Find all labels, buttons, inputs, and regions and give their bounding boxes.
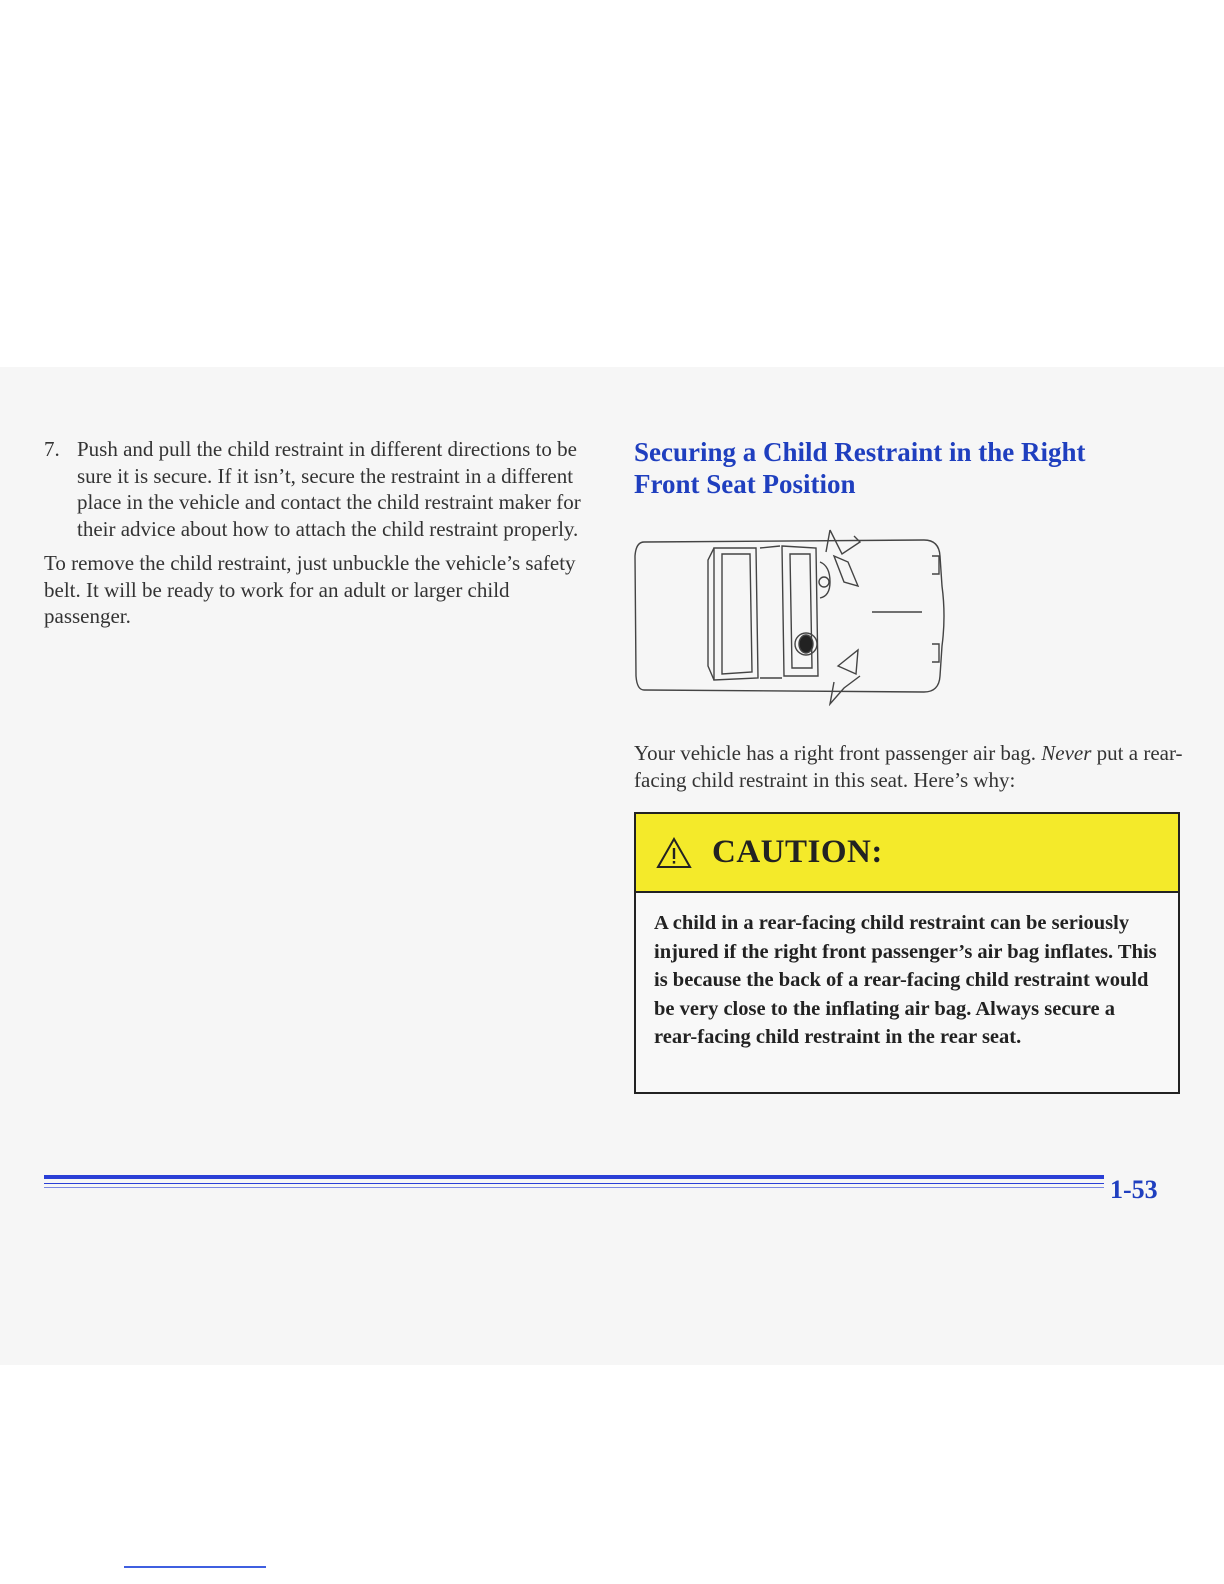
step-text: Push and pull the child restraint in different directions to be sure it is secure. If it isn’t, secure the restraint in a different place in the vehicle and contact the child restraint maker for their advice about how to attach the child restraint properly.: [77, 437, 581, 541]
step-number: 7.: [44, 437, 60, 461]
footer-rule-thin: [44, 1183, 1104, 1184]
air-bag-intro-text: [634, 740, 1194, 793]
heading-line-1: Securing a Child Restraint in the Right: [634, 437, 1086, 467]
caution-title: CAUTION:: [712, 834, 883, 870]
caution-header: [636, 814, 1178, 893]
intro-after: put a rear-facing child restraint in this seat. Here’s why:: [634, 741, 1183, 792]
intro-before: Your vehicle has a right front passenger air bag.: [634, 741, 1042, 765]
caution-body: A child in a rear-facing child restraint can be seriously injured if the right front passenger’s air bag inflates. This is because the back of a rear-facing child restraint would be very close to the inflating air bag. Always secure a rear-facing child restraint in the rear seat.: [654, 912, 1157, 1048]
footer-rule-thin-2: [44, 1187, 1104, 1188]
section-heading: [634, 436, 1186, 500]
vehicle-top-view-illustration: [634, 526, 964, 706]
left-column: [44, 436, 589, 630]
page-number: 1-53: [1110, 1175, 1158, 1204]
remove-restraint-paragraph: To remove the child restraint, just unbuckle the vehicle’s safety belt. It will be ready to work for an adult or larger child passenger.: [44, 551, 576, 628]
heading-line-2: Front Seat Position: [634, 469, 856, 499]
caution-box: [634, 812, 1180, 1094]
footer-rule-thick: [44, 1175, 1104, 1179]
right-column-heading: [634, 436, 1186, 500]
intro-emphasis: Never: [1041, 741, 1092, 765]
warning-triangle-icon: [656, 837, 692, 869]
step-7: [44, 436, 589, 542]
bottom-divider: [124, 1566, 266, 1568]
